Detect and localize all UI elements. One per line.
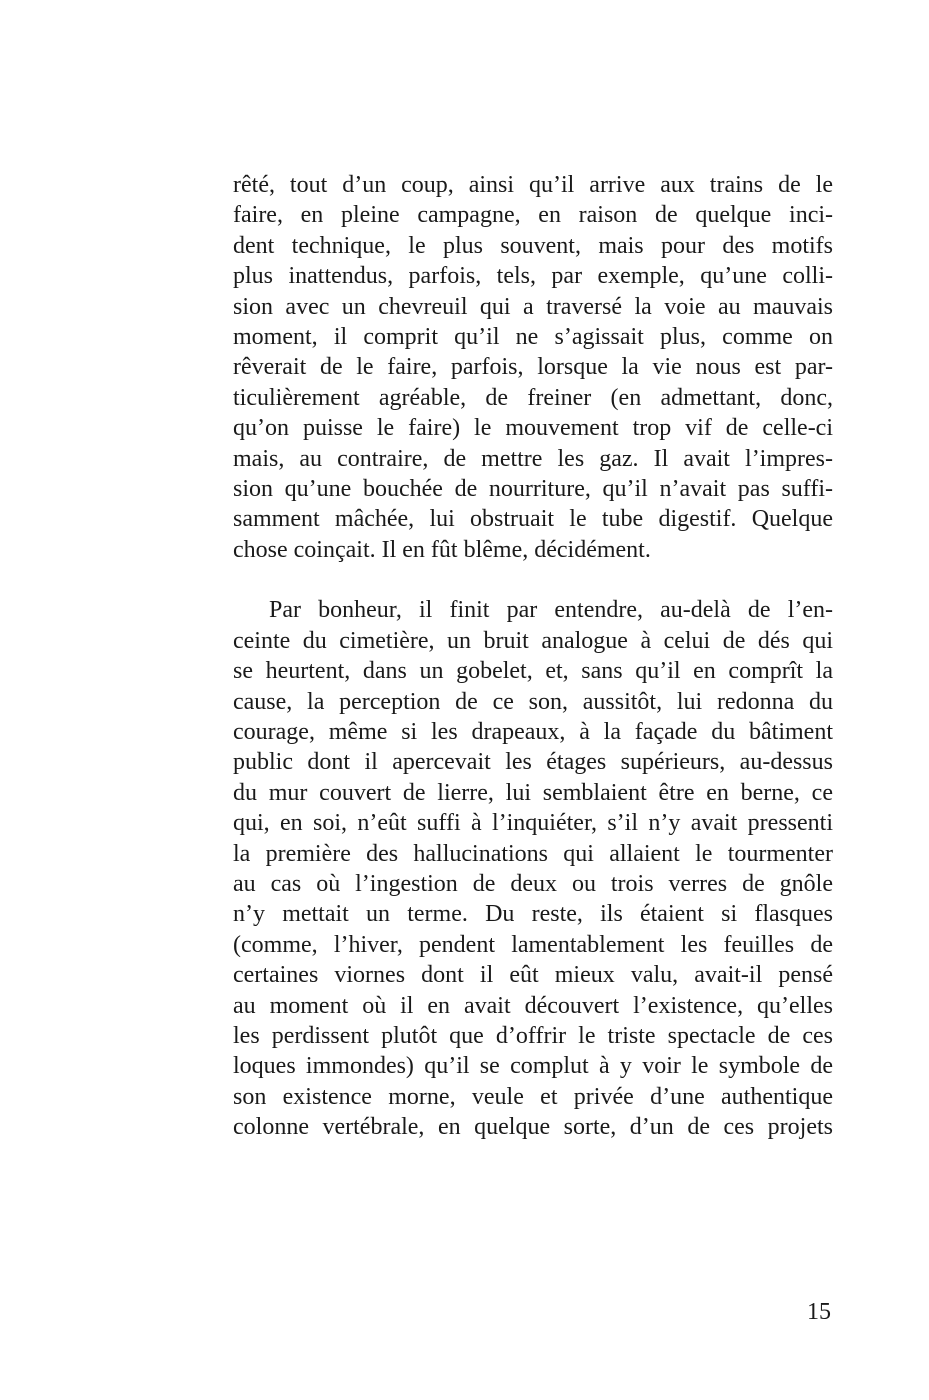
text-line: loques immondes) qu’il se complut à y voir le symbole de [233,1053,833,1080]
text-line: public dont il apercevait les étages supérieurs, au-dessus [233,749,833,776]
text-line: mais, au contraire, de mettre les gaz. Il avait l’impres- [233,445,833,472]
text-line: rêté, tout d’un coup, ainsi qu’il arrive aux trains de le [233,172,833,198]
text-line: qu’on puisse le faire) le mouvement trop vif de celle-ci [233,415,833,442]
text-line: samment mâchée, lui obstruait le tube digestif. Quelque [233,506,833,533]
text-line: au cas où l’ingestion de deux ou trois verres de gnôle [233,870,833,897]
text-line: la première des hallucinations qui allaient le tourmenter [233,840,833,867]
text-line: qui, en soi, n’eût suffi à l’inquiéter, s’il n’y avait pressenti [233,810,833,837]
text-line: chose coinçait. Il en fût blême, décidément. [233,536,651,563]
page-text [233,170,833,1143]
page-number: 15 [807,1299,831,1325]
paragraph-1 [233,170,833,565]
text-line: rêverait de le faire, parfois, lorsque la vie nous est par- [233,354,833,381]
text-line: plus inattendus, parfois, tels, par exemple, qu’une colli- [233,263,833,290]
text-line: dent technique, le plus souvent, mais pour des motifs [233,232,833,259]
paragraph-2 [233,595,833,1142]
text-line: ticulièrement agréable, de freiner (en admettant, donc, [233,384,833,411]
text-line: au moment où il en avait découvert l’existence, qu’elles [233,992,833,1019]
text-line: moment, il comprit qu’il ne s’agissait plus, comme on [233,323,833,350]
text-line: colonne vertébrale, en quelque sorte, d’un de ces projets [233,1114,833,1141]
text-line: ceinte du cimetière, un bruit analogue à celui de dés qui [233,627,833,654]
text-line: sion qu’une bouchée de nourriture, qu’il n’avait pas suffi- [233,475,833,502]
paragraph-gap [233,565,833,595]
text-line: n’y mettait un terme. Du reste, ils étaient si flasques [233,901,833,928]
text-line: courage, même si les drapeaux, à la façade du bâtiment [233,719,833,746]
text-line: cause, la perception de ce son, aussitôt, lui redonna du [233,688,833,715]
text-line: sion avec un chevreuil qui a traversé la voie au mauvais [233,293,833,320]
text-line: se heurtent, dans un gobelet, et, sans qu’il en comprît la [233,658,833,685]
text-line: faire, en pleine campagne, en raison de quelque inci- [233,202,833,229]
text-line: les perdissent plutôt que d’offrir le triste spectacle de ces [233,1022,833,1049]
text-line: (comme, l’hiver, pendent lamentablement les feuilles de [233,931,833,958]
text-line: Par bonheur, il finit par entendre, au-delà de l’en- [269,597,833,624]
text-line: du mur couvert de lierre, lui semblaient être en berne, ce [233,779,833,806]
text-line: certaines viornes dont il eût mieux valu, avait-il pensé [233,962,833,989]
text-line: son existence morne, veule et privée d’une authentique [233,1083,833,1110]
